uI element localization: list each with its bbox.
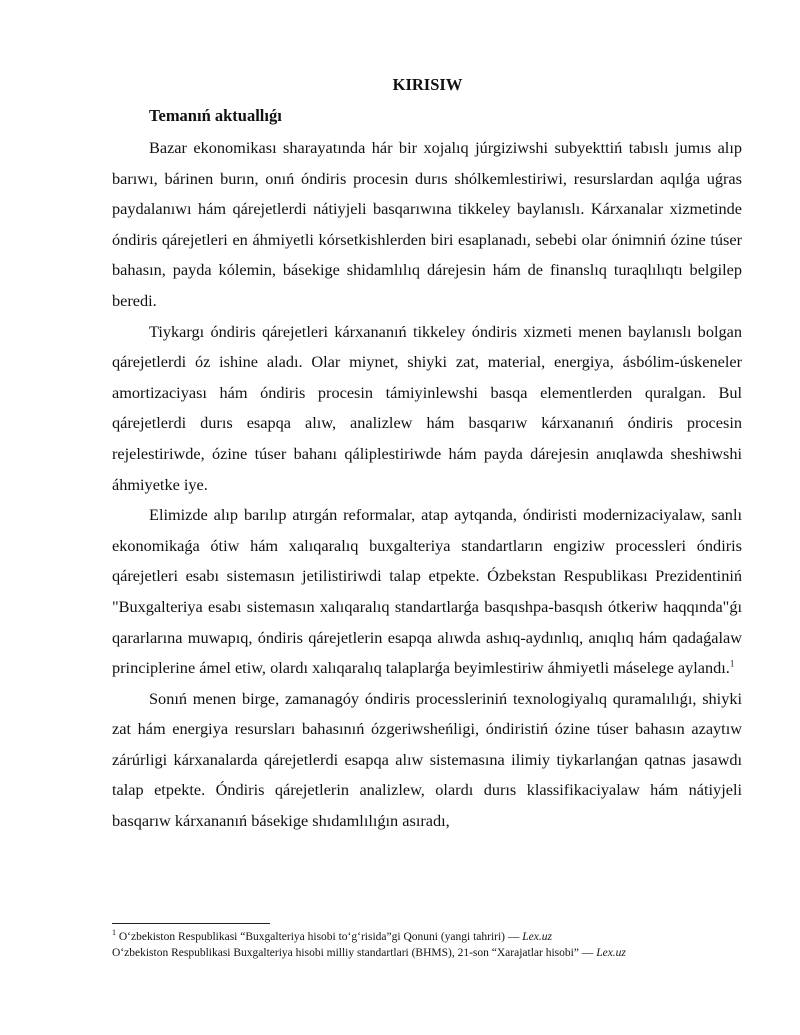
paragraph-4: Sonıń menen birge, zamanagóy óndiris processleriniń texnologiyalıq quramalılıǵı, shiyki zat hám energiya resursları bahasınıń ózgeriwsheńligi, óndiristiń ózine túser bahasın azaytıw zárúrligi kárxanalarda qárejetlerdi esapqa alıw sistemasına ilimiy tiykarlanǵan qatnas jasawdı talap etpekte. Óndiris qárejetlerin analizlew, olardı durıs klassifikaciyalaw hám nátiyjeli basqarıw kárxananıń básekige shıdamlılıǵın asıradı, bbox=[112, 688, 742, 831]
footnote-source: Lex.uz bbox=[596, 947, 626, 959]
page-title: KIRISIW bbox=[392, 75, 463, 94]
footnote-number: 1 bbox=[112, 928, 116, 938]
section-heading: Temanıń aktuallıǵı bbox=[149, 106, 282, 125]
paragraph-2: Tiykargı óndiris qárejetleri kárxananıń tikkeley óndiris xizmeti menen baylanıslı bolgan qárejetlerdi óz ishine aladı. Olar miynet, shiyki zat, material, energiya, ásbólim-úskeneler amortizaciyası hám óndiris procesin támiyinlewshi basqa elementlerden quralgan. Bul qárejetlerdi durıs esapqa alıw, analizlew hám basqarıw kárxananıń óndiris procesin rejelestiriwde, ózine túser bahanı qáliplestiriwde hám payda dárejesin anıqlawda sheshiwshi áhmiyetke iye. bbox=[112, 321, 742, 494]
footnote-text: O‘zbekiston Respublikasi “Buxgalteriya hisobi to‘g‘risida”gi Qonuni (yangi tahriri) — bbox=[116, 931, 523, 943]
body-text bbox=[112, 133, 742, 837]
paragraph-3 bbox=[112, 500, 742, 684]
footnote-reference[interactable]: 1 bbox=[729, 658, 735, 669]
footnote-text: O‘zbekiston Respublikasi Buxgalteriya hisobi milliy standartlari (BHMS), 21-son “Xarajatlar hisobi” — bbox=[112, 947, 597, 959]
footnotes bbox=[112, 929, 752, 961]
footnote-2 bbox=[112, 945, 752, 961]
paragraph-3-text: Elimizde alıp barılıp atırgán reformalar, atap aytqanda, óndiristi modernizaciyalaw, sanlı ekonomikaǵa ótiw hám xalıqaralıq buxgalteriya standartların engiziw processleri óndiris qárejetleri esabı sistemasın jetilistiriwdi talap etpekte. Ózbekstan Respublikası Prezidentiniń "Buxgalteriya esabı sistemasın xalıqaralıq standartlarǵa basqıshpa-basqısh ótkeriw haqqında"ǵı qararlarına muwapıq, óndiris qárejetlerin esapqa alıwda ashıq-aydınlıq, anıqlıq hám qadaǵalaw principlerine ámel etiw, olardı xalıqaralıq talaplarǵa beyimlestiriw áhmiyetli máselege aylandı. bbox=[112, 505, 742, 678]
footnote-separator bbox=[112, 923, 270, 924]
footnote-source: Lex.uz bbox=[522, 931, 552, 943]
footnote-1 bbox=[112, 929, 752, 945]
paragraph-1: Bazar ekonomikası sharayatında hár bir xojalıq júrgiziwshi subyekttiń tabıslı jumıs alıp barıwı, bárinen burın, onıń óndiris procesin durıs shólkemlestiriwi, resurslardan aqılǵa uǵras paydalanıwı hám qárejetlerdi nátiyjeli basqarıwına tikkeley baylanıslı. Kárxanalar xizmetinde óndiris qárejetleri en áhmiyetli kórsetkishlerden biri esaplanadı, sebebi olar ónimniń ózine túser bahasın, payda kólemin, básekige shidamlılıq dárejesin hám de finanslıq turaqlılıqtı belgilep beredi. bbox=[112, 138, 742, 310]
